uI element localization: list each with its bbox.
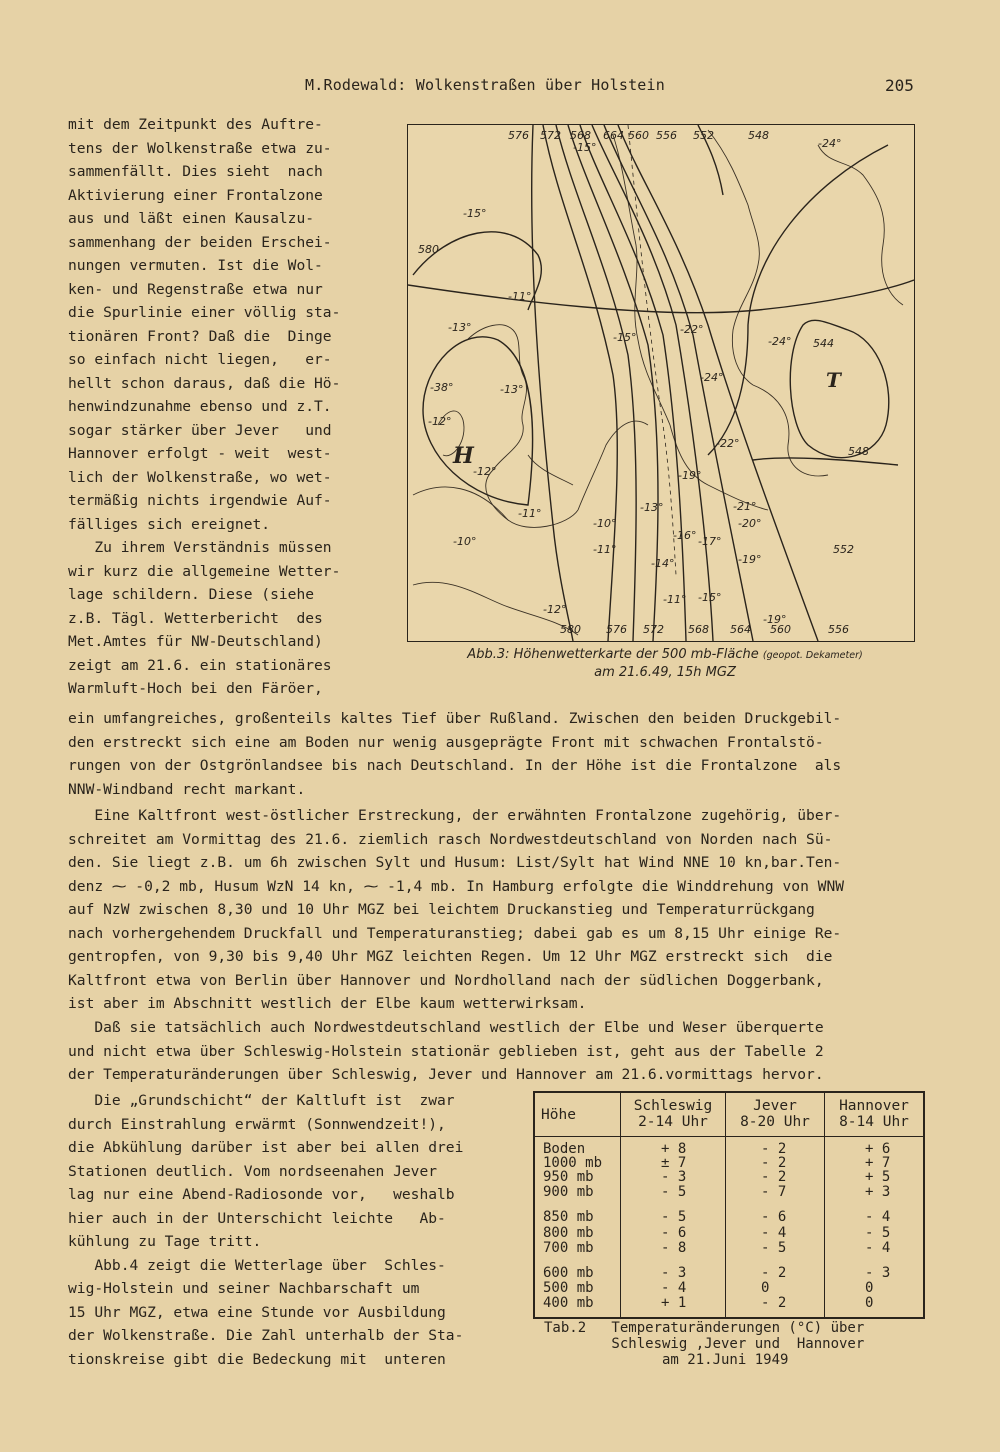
contour-label-top: 552	[693, 129, 714, 142]
table-cell-level: 1000 mb	[543, 1155, 603, 1171]
contour-label-top: 664	[603, 129, 624, 142]
text-line: Die „Grundschicht“ der Kaltluft ist zwar	[68, 1092, 455, 1109]
temperature-label: -11°	[518, 507, 542, 520]
map-svg	[408, 125, 914, 641]
temperature-label: -38°	[430, 381, 454, 394]
text-line: so einfach nicht liegen, er-	[68, 351, 332, 368]
table-caption	[544, 1320, 864, 1368]
text-line: 15 Uhr MGZ, etwa eine Stunde vor Ausbildung	[68, 1303, 446, 1321]
table-cell-level: 800 mb	[543, 1225, 594, 1241]
text-line: hellt schon daraus, daß die Hö-	[68, 374, 341, 392]
table-cell-value: + 6	[865, 1141, 891, 1157]
contour-label-bottom: 560	[770, 623, 791, 636]
temperature-label: -15°	[698, 591, 722, 604]
text-line: Daß sie tatsächlich auch Nordwestdeutschland westlich der Elbe und Weser überquerte	[68, 1019, 824, 1036]
high-pressure-label: H	[453, 443, 474, 469]
temperature-labels	[428, 137, 841, 626]
text-line: den. Sie liegt z.B. um 6h zwischen Sylt und Husum: List/Sylt hat Wind NNE 10 kn,bar.Ten-	[68, 854, 842, 871]
temperature-label: -13°	[640, 501, 664, 514]
page-number: 205	[885, 76, 914, 95]
table-cell-value: - 2	[761, 1155, 787, 1171]
table-cell-value: - 3	[865, 1265, 891, 1281]
text-line: tionskreise gibt die Bedeckung mit unteren	[68, 1350, 446, 1368]
table-cell-value: - 4	[761, 1225, 787, 1241]
text-line: wig-Holstein und seiner Nachbarschaft um	[68, 1280, 420, 1297]
text-line: wir kurz die allgemeine Wetter-	[68, 562, 341, 580]
table-cell-value: + 1	[661, 1295, 687, 1311]
contour-label-side: 544	[813, 337, 834, 350]
text-line: der Wolkenstraße. Die Zahl unterhalb der Sta-	[68, 1327, 464, 1344]
temperature-label: -11°	[508, 290, 532, 303]
table-cell-level: 400 mb	[543, 1295, 594, 1311]
figure-caption	[415, 646, 915, 681]
text-line: rungen von der Ostgrönlandsee bis nach Deutschland. In der Höhe ist die Frontalzone als	[68, 757, 842, 774]
table-cell-value: + 5	[865, 1169, 891, 1185]
table-cell-value: - 5	[661, 1184, 687, 1200]
contour-label-top: 556	[656, 129, 677, 142]
contour-label-bottom: 572	[643, 623, 664, 636]
temperature-label: -12°	[428, 415, 452, 428]
header-time: 8-14 Uhr	[839, 1114, 909, 1130]
text-line: mit dem Zeitpunkt des Auftre-	[68, 116, 323, 133]
contour-label-side: 548	[848, 445, 869, 458]
header-time: 2-14 Uhr	[638, 1114, 708, 1130]
caption-note: (geopot. Dekameter)	[762, 650, 863, 661]
text-line: hier auch in der Unterschicht leichte Ab-	[68, 1209, 446, 1227]
contour-label-bottom: 564	[730, 623, 751, 636]
table-cell-value: - 7	[761, 1184, 787, 1200]
header-name: Schleswig	[633, 1098, 713, 1114]
contour-label-side: 552	[833, 543, 854, 556]
text-line: der Temperaturänderungen über Schleswig, Jever und Hannover am 21.6.vormittags hervor.	[68, 1066, 824, 1083]
temperature-label: -15°	[573, 141, 597, 154]
low-pressure-label: T	[826, 368, 841, 392]
temperature-label: -19°	[763, 613, 787, 626]
table-cell-value: - 5	[761, 1240, 787, 1256]
text-line: und nicht etwa über Schleswig-Holstein stationär geblieben ist, geht aus der Tabelle 2	[68, 1042, 824, 1060]
temperature-label: -24°	[818, 137, 842, 150]
table-cell-value: + 7	[865, 1155, 891, 1171]
text-line: Abb.4 zeigt die Wetterlage über Schles-	[68, 1256, 446, 1274]
temperature-label: -10°	[593, 517, 617, 530]
table-header-schleswig	[621, 1098, 725, 1130]
temperature-label: -21°	[733, 500, 757, 513]
table-cell-value: - 3	[661, 1265, 687, 1281]
text-line: schreitet am Vormittag des 21.6. ziemlich rasch Nordwestdeutschland von Norden nach Sü-	[68, 830, 833, 848]
table-cell-level: 900 mb	[543, 1184, 594, 1200]
table-cell-value: - 8	[661, 1240, 687, 1256]
table-cell-value: - 4	[661, 1280, 687, 1296]
table-cell-value: - 5	[661, 1209, 687, 1225]
text-line: durch Einstrahlung erwärmt (Sonnwendzeit!),	[68, 1115, 446, 1133]
table-cell-level: Boden	[543, 1141, 586, 1157]
temperature-label: -14°	[651, 557, 675, 570]
temperature-label: -24°	[700, 371, 724, 384]
temperature-label: -11°	[593, 543, 617, 556]
table-header-jever	[726, 1098, 824, 1130]
table-cell-value: - 2	[761, 1141, 787, 1157]
temperature-table	[533, 1091, 925, 1319]
text-line: die Spurlinie einer völlig sta-	[68, 304, 341, 321]
paragraph-continued	[68, 707, 923, 801]
table-header-hannover	[825, 1098, 923, 1130]
contour-label-top: 576	[508, 129, 529, 142]
text-line: ist aber im Abschnitt westlich der Elbe kaum wetterwirksam.	[68, 995, 587, 1012]
temperature-label: -19°	[678, 469, 702, 482]
text-line: zeigt am 21.6. ein stationäres	[68, 656, 332, 674]
table-cell-value: - 2	[761, 1169, 787, 1185]
temperature-label: -13°	[500, 383, 524, 396]
table-cell-value: - 3	[661, 1169, 687, 1185]
text-line: tens der Wolkenstraße etwa zu-	[68, 139, 332, 157]
contour-label-top: 568	[570, 129, 591, 142]
text-line: ken- und Regenstraße etwa nur	[68, 280, 323, 298]
text-line: auf NzW zwischen 8,30 und 10 Uhr MGZ bei leichtem Druckanstieg und Temperaturrückgang	[68, 901, 815, 918]
paragraph-kaltfront	[68, 804, 923, 1016]
text-line: Stationen deutlich. Vom nordseenahen Jever	[68, 1162, 438, 1180]
temperature-label: -19°	[738, 553, 762, 566]
text-line: sogar stärker über Jever und	[68, 421, 332, 439]
text-line: tionären Front? Daß die Dinge	[68, 327, 332, 345]
text-line: lag nur eine Abend-Radiosonde vor, weshalb	[68, 1186, 455, 1203]
contour-label-bottom: 556	[828, 623, 849, 636]
text-line: Met.Amtes für NW-Deutschland)	[68, 633, 323, 650]
table-cell-value: 0	[761, 1280, 770, 1296]
contour-label-side: 580	[418, 243, 439, 256]
text-line: den erstreckt sich eine am Boden nur wenig ausgeprägte Front mit schwachen Frontalstö-	[68, 733, 824, 751]
temperature-label: -12°	[473, 465, 497, 478]
table-cell-value: 0	[865, 1280, 874, 1296]
text-line: termäßig nichts irgendwie Auf-	[68, 492, 332, 509]
table-cell-level: 500 mb	[543, 1280, 594, 1296]
table-caption-line: Schleswig ,Jever und Hannover	[544, 1336, 865, 1352]
temperature-label: -22°	[716, 437, 740, 450]
temperature-label: -10°	[453, 535, 477, 548]
temperature-label: -17°	[698, 535, 722, 548]
header-name: Jever	[753, 1098, 797, 1114]
temperature-label: -12°	[543, 603, 567, 616]
table-cell-value: - 2	[761, 1295, 787, 1311]
text-line: Kaltfront etwa von Berlin über Hannover und Nordholland nach der südlichen Doggerbank,	[68, 971, 824, 989]
table-cell-value: - 2	[761, 1265, 787, 1281]
text-line: lage schildern. Diese (siehe	[68, 586, 315, 603]
caption-line-2: am 21.6.49, 15h MGZ	[594, 665, 736, 680]
left-column-text	[68, 113, 368, 701]
table-cell-value: - 6	[761, 1209, 787, 1225]
text-line: die Abkühlung darüber ist aber bei allen drei	[68, 1139, 464, 1156]
bottom-left-text	[68, 1089, 508, 1371]
table-cell-level: 600 mb	[543, 1265, 594, 1281]
contour-label-bottom: 580	[560, 623, 581, 636]
temperature-label: -24°	[768, 335, 792, 348]
contour-label-top: 560	[628, 129, 649, 142]
table-cell-value: + 3	[865, 1184, 891, 1200]
text-line: aus und läßt einen Kausalzu-	[68, 210, 315, 227]
temperature-label: -13°	[448, 321, 472, 334]
header-name: Hannover	[839, 1098, 909, 1114]
temperature-label: -15°	[613, 331, 637, 344]
table-cell-value: + 8	[661, 1141, 687, 1157]
text-line: fälliges sich ereignet.	[68, 515, 271, 533]
table-cell-value: - 4	[865, 1209, 891, 1225]
temperature-label: -11°	[663, 593, 687, 606]
table-cell-value: 0	[865, 1295, 874, 1311]
text-line: gentropfen, von 9,30 bis 9,40 Uhr MGZ leichten Regen. Um 12 Uhr MGZ erstreckt sich die	[68, 948, 833, 965]
header-time: 8-20 Uhr	[740, 1114, 810, 1130]
temperature-label: -16°	[673, 529, 697, 542]
text-line: z.B. Tägl. Wetterbericht des	[68, 609, 323, 627]
text-line: kühlung zu Tage tritt.	[68, 1233, 262, 1250]
table-caption-line: am 21.Juni 1949	[544, 1352, 789, 1368]
table-cell-value: - 6	[661, 1225, 687, 1241]
table-header-hoehe: Höhe	[541, 1107, 576, 1123]
text-line: Hannover erfolgt - weit west-	[68, 445, 332, 462]
text-line: nach vorhergehendem Druckfall und Temperaturanstieg; dabei gab es um 8,15 Uhr einige Re-	[68, 924, 842, 942]
text-line: Aktivierung einer Frontalzone	[68, 186, 323, 204]
text-line: nungen vermuten. Ist die Wol-	[68, 257, 323, 274]
text-line: sammenhang der beiden Erschei-	[68, 233, 332, 251]
figure-upper-air-map	[407, 124, 915, 642]
text-line: Eine Kaltfront west-östlicher Erstreckung, der erwähnten Frontalzone zugehörig, über-	[68, 807, 842, 824]
contour-label-bottom: 568	[688, 623, 709, 636]
text-line: Warmluft-Hoch bei den Färöer,	[68, 680, 323, 697]
table-cell-level: 850 mb	[543, 1209, 594, 1225]
table-caption-line: Tab.2 Temperaturänderungen (°C) über	[544, 1320, 865, 1336]
temperature-label: -22°	[680, 323, 704, 336]
table-cell-value: - 4	[865, 1240, 891, 1256]
text-line: denz ⁓ -0,2 mb, Husum WzN 14 kn, ⁓ -1,4 mb. In Hamburg erfolgte die Winddrehung von WNW	[68, 877, 845, 895]
text-line: ein umfangreiches, großenteils kaltes Tief über Rußland. Zwischen den beiden Druckgebil-	[68, 710, 842, 727]
running-header: M.Rodewald: Wolkenstraßen über Holstein	[305, 76, 665, 94]
temperature-label: -20°	[738, 517, 762, 530]
text-line: lich der Wolkenstraße, wo wet-	[68, 468, 332, 486]
table-cell-level: 700 mb	[543, 1240, 594, 1256]
table-cell-value: - 5	[865, 1225, 891, 1241]
text-line: NNW-Windband recht markant.	[68, 780, 306, 798]
contour-label-top: 548	[748, 129, 769, 142]
text-line: sammenfällt. Dies sieht nach	[68, 163, 323, 180]
contour-label-top: 572	[540, 129, 561, 142]
text-line: henwindzunahme ebenso und z.T.	[68, 398, 332, 415]
paragraph-tabelle	[68, 1016, 923, 1087]
temperature-label: -15°	[463, 207, 487, 220]
table-cell-value: ± 7	[661, 1155, 687, 1171]
text-line: Zu ihrem Verständnis müssen	[68, 539, 332, 556]
contour-labels	[418, 129, 869, 636]
table-cell-level: 950 mb	[543, 1169, 594, 1185]
contour-label-bottom: 576	[606, 623, 627, 636]
caption-line-1: Abb.3: Höhenwetterkarte der 500 mb-Fläche	[467, 647, 759, 662]
